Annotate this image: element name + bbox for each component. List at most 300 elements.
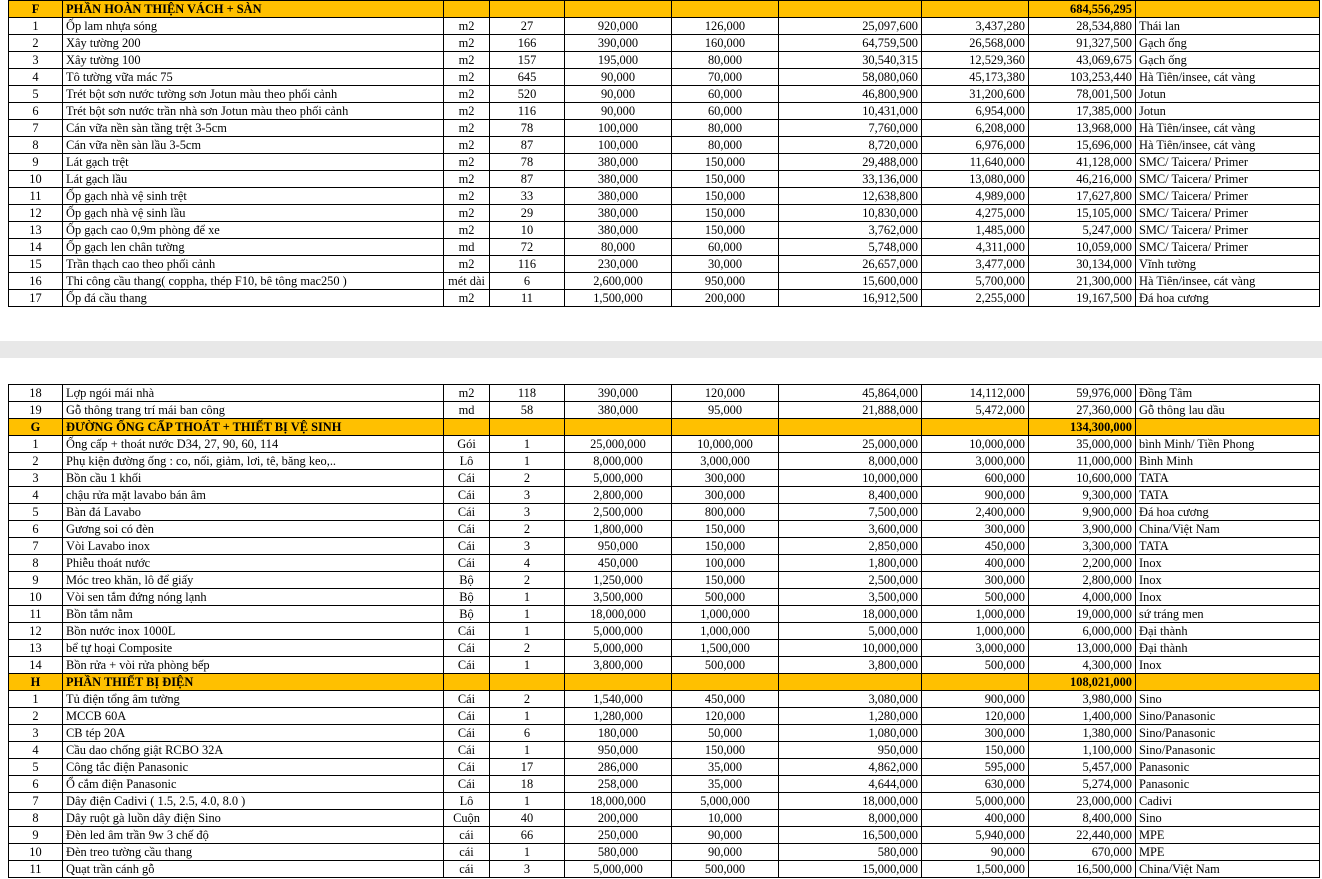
item-brand: Jotun	[1136, 103, 1320, 120]
item-unit: m2	[444, 256, 490, 273]
item-qty: 1	[490, 657, 565, 674]
item-brand: Inox	[1136, 572, 1320, 589]
unit-price-labor: 10,000	[672, 810, 779, 827]
item-unit: cái	[444, 861, 490, 878]
table-row[interactable]	[9, 504, 1320, 521]
total-material: 30,540,315	[779, 52, 922, 69]
item-no: 8	[9, 137, 63, 154]
unit-price-labor: 90,000	[672, 827, 779, 844]
total-amount: 43,069,675	[1029, 52, 1136, 69]
unit-price-labor: 300,000	[672, 470, 779, 487]
total-material: 2,500,000	[779, 572, 922, 589]
item-brand: Sino	[1136, 810, 1320, 827]
total-labor: 45,173,380	[922, 69, 1029, 86]
total-material: 3,500,000	[779, 589, 922, 606]
item-unit: m2	[444, 103, 490, 120]
item-name: Lợp ngói mái nhà	[63, 385, 444, 402]
total-labor: 31,200,600	[922, 86, 1029, 103]
table-row[interactable]	[9, 154, 1320, 171]
item-qty: 3	[490, 487, 565, 504]
total-amount: 59,976,000	[1029, 385, 1136, 402]
total-labor: 6,976,000	[922, 137, 1029, 154]
item-qty: 2	[490, 521, 565, 538]
item-brand: Gạch ống	[1136, 35, 1320, 52]
item-name: Đèn led âm trần 9w 3 chế độ	[63, 827, 444, 844]
item-no: 10	[9, 171, 63, 188]
total-material: 18,000,000	[779, 606, 922, 623]
item-brand: SMC/ Taicera/ Primer	[1136, 188, 1320, 205]
item-qty: 2	[490, 640, 565, 657]
item-no: 1	[9, 691, 63, 708]
total-material: 7,760,000	[779, 120, 922, 137]
total-labor: 630,000	[922, 776, 1029, 793]
total-material: 3,600,000	[779, 521, 922, 538]
table-row[interactable]	[9, 137, 1320, 154]
unit-price-labor: 120,000	[672, 708, 779, 725]
total-labor: 595,000	[922, 759, 1029, 776]
item-unit: Cái	[444, 623, 490, 640]
item-qty: 87	[490, 137, 565, 154]
item-qty: 1	[490, 742, 565, 759]
unit-price-material: 250,000	[565, 827, 672, 844]
item-name: Ống cấp + thoát nước D34, 27, 90, 60, 114	[63, 436, 444, 453]
total-labor: 3,000,000	[922, 640, 1029, 657]
total-amount: 16,500,000	[1029, 861, 1136, 878]
item-brand: sứ tráng men	[1136, 606, 1320, 623]
table-row[interactable]	[9, 120, 1320, 137]
total-material: 8,000,000	[779, 453, 922, 470]
item-qty: 40	[490, 810, 565, 827]
item-no: 11	[9, 188, 63, 205]
total-material: 5,000,000	[779, 623, 922, 640]
unit-price-material: 18,000,000	[565, 793, 672, 810]
table-row[interactable]	[9, 810, 1320, 827]
total-labor: 6,954,000	[922, 103, 1029, 120]
unit-price-material: 1,280,000	[565, 708, 672, 725]
item-unit: Cái	[444, 776, 490, 793]
table-row[interactable]	[9, 538, 1320, 555]
total-material: 45,864,000	[779, 385, 922, 402]
table-row[interactable]	[9, 290, 1320, 307]
item-unit: m2	[444, 86, 490, 103]
item-unit: m2	[444, 154, 490, 171]
item-name: Ốp đá cầu thang	[63, 290, 444, 307]
total-amount: 30,134,000	[1029, 256, 1136, 273]
item-unit: cái	[444, 844, 490, 861]
item-unit: Cuộn	[444, 810, 490, 827]
total-amount: 17,385,000	[1029, 103, 1136, 120]
total-amount: 10,600,000	[1029, 470, 1136, 487]
table-row[interactable]	[9, 18, 1320, 35]
unit-price-labor: 150,000	[672, 742, 779, 759]
item-name: Vòi sen tắm đứng nóng lạnh	[63, 589, 444, 606]
total-amount: 5,457,000	[1029, 759, 1136, 776]
unit-price-labor: 800,000	[672, 504, 779, 521]
item-no: 14	[9, 239, 63, 256]
item-unit: Bộ	[444, 572, 490, 589]
total-amount: 22,440,000	[1029, 827, 1136, 844]
item-name: Bồn nước inox 1000L	[63, 623, 444, 640]
item-name: Bàn đá Lavabo	[63, 504, 444, 521]
total-amount: 3,300,000	[1029, 538, 1136, 555]
unit-price-labor: 1,000,000	[672, 623, 779, 640]
table-row[interactable]	[9, 640, 1320, 657]
section-row-h[interactable]	[9, 674, 1320, 691]
total-amount: 2,800,000	[1029, 572, 1136, 589]
item-qty: 1	[490, 436, 565, 453]
item-unit: m2	[444, 35, 490, 52]
table-row[interactable]	[9, 222, 1320, 239]
item-unit: m2	[444, 18, 490, 35]
total-labor: 2,255,000	[922, 290, 1029, 307]
quote-table-bottom	[8, 384, 1320, 878]
unit-price-labor: 80,000	[672, 137, 779, 154]
total-labor: 5,000,000	[922, 793, 1029, 810]
total-labor: 5,940,000	[922, 827, 1029, 844]
section-row-f[interactable]	[9, 1, 1320, 18]
unit-price-labor: 95,000	[672, 402, 779, 419]
total-amount: 9,900,000	[1029, 504, 1136, 521]
item-unit: m2	[444, 120, 490, 137]
total-labor: 400,000	[922, 810, 1029, 827]
item-brand: Đại thành	[1136, 640, 1320, 657]
total-material: 1,800,000	[779, 555, 922, 572]
total-amount: 1,100,000	[1029, 742, 1136, 759]
total-labor: 5,472,000	[922, 402, 1029, 419]
item-unit: m2	[444, 69, 490, 86]
item-no: 7	[9, 793, 63, 810]
item-qty: 2	[490, 691, 565, 708]
item-qty: 3	[490, 504, 565, 521]
table-row[interactable]	[9, 708, 1320, 725]
item-name: Ốp lam nhựa sóng	[63, 18, 444, 35]
total-labor: 300,000	[922, 572, 1029, 589]
item-no: 4	[9, 69, 63, 86]
table-row[interactable]	[9, 52, 1320, 69]
unit-price-material: 580,000	[565, 844, 672, 861]
unit-price-labor: 35,000	[672, 776, 779, 793]
total-amount: 19,167,500	[1029, 290, 1136, 307]
section-row-g[interactable]	[9, 419, 1320, 436]
table-row[interactable]	[9, 725, 1320, 742]
item-qty: 18	[490, 776, 565, 793]
total-material: 10,000,000	[779, 470, 922, 487]
item-no: 1	[9, 436, 63, 453]
item-no: 19	[9, 402, 63, 419]
item-name: Gỗ thông trang trí mái ban công	[63, 402, 444, 419]
item-name: Xây tường 100	[63, 52, 444, 69]
item-brand: Panasonic	[1136, 759, 1320, 776]
item-brand: SMC/ Taicera/ Primer	[1136, 154, 1320, 171]
quote-table-top	[8, 0, 1320, 307]
item-name: Bồn rửa + vòi rửa phòng bếp	[63, 657, 444, 674]
item-name: MCCB 60A	[63, 708, 444, 725]
table-row[interactable]	[9, 555, 1320, 572]
item-qty: 29	[490, 205, 565, 222]
table-row[interactable]	[9, 487, 1320, 504]
table-row[interactable]	[9, 470, 1320, 487]
quote-table-bottom-body	[9, 385, 1320, 878]
total-material: 15,000,000	[779, 861, 922, 878]
item-qty: 520	[490, 86, 565, 103]
total-labor: 12,529,360	[922, 52, 1029, 69]
table-row[interactable]	[9, 844, 1320, 861]
total-amount: 3,980,000	[1029, 691, 1136, 708]
total-labor: 1,500,000	[922, 861, 1029, 878]
item-brand: SMC/ Taicera/ Primer	[1136, 222, 1320, 239]
unit-price-labor: 30,000	[672, 256, 779, 273]
table-row[interactable]	[9, 521, 1320, 538]
unit-price-material: 380,000	[565, 205, 672, 222]
item-brand: Hà Tiên/insee, cát vàng	[1136, 69, 1320, 86]
item-name: Tủ điện tổng âm tường	[63, 691, 444, 708]
item-brand: Đại thành	[1136, 623, 1320, 640]
total-labor: 13,080,000	[922, 171, 1029, 188]
table-row[interactable]	[9, 572, 1320, 589]
total-amount: 46,216,000	[1029, 171, 1136, 188]
item-name: Cầu dao chống giật RCBO 32A	[63, 742, 444, 759]
total-material: 26,657,000	[779, 256, 922, 273]
unit-price-labor: 150,000	[672, 538, 779, 555]
item-brand: Sino/Panasonic	[1136, 725, 1320, 742]
item-no: 2	[9, 35, 63, 52]
table-row[interactable]	[9, 742, 1320, 759]
unit-price-material: 2,800,000	[565, 487, 672, 504]
total-material: 580,000	[779, 844, 922, 861]
unit-price-material: 195,000	[565, 52, 672, 69]
total-material: 3,080,000	[779, 691, 922, 708]
item-unit: Cái	[444, 640, 490, 657]
unit-price-labor: 3,000,000	[672, 453, 779, 470]
table-row[interactable]	[9, 103, 1320, 120]
table-row[interactable]	[9, 436, 1320, 453]
unit-price-material: 5,000,000	[565, 640, 672, 657]
total-material: 16,912,500	[779, 290, 922, 307]
item-name: Xây tường 200	[63, 35, 444, 52]
item-unit: m2	[444, 205, 490, 222]
item-qty: 1	[490, 623, 565, 640]
unit-price-material: 450,000	[565, 555, 672, 572]
unit-price-labor: 150,000	[672, 188, 779, 205]
item-brand: Inox	[1136, 555, 1320, 572]
item-unit: Cái	[444, 691, 490, 708]
item-no: 5	[9, 86, 63, 103]
item-qty: 157	[490, 52, 565, 69]
unit-price-labor: 1,000,000	[672, 606, 779, 623]
item-name: Đèn treo tường cầu thang	[63, 844, 444, 861]
unit-price-labor: 150,000	[672, 154, 779, 171]
item-name: Cán vữa nền sàn tầng trệt 3-5cm	[63, 120, 444, 137]
item-brand: Jotun	[1136, 86, 1320, 103]
total-amount: 41,128,000	[1029, 154, 1136, 171]
table-row[interactable]	[9, 606, 1320, 623]
item-brand: Hà Tiên/insee, cát vàng	[1136, 273, 1320, 290]
item-qty: 6	[490, 273, 565, 290]
unit-price-labor: 500,000	[672, 861, 779, 878]
item-brand: Sino	[1136, 691, 1320, 708]
unit-price-material: 25,000,000	[565, 436, 672, 453]
unit-price-material: 200,000	[565, 810, 672, 827]
item-unit: m2	[444, 222, 490, 239]
item-name: Dây ruột gà luồn dây điện Sino	[63, 810, 444, 827]
item-qty: 1	[490, 606, 565, 623]
table-row[interactable]	[9, 69, 1320, 86]
item-qty: 1	[490, 708, 565, 725]
item-brand: Hà Tiên/insee, cát vàng	[1136, 120, 1320, 137]
table-row[interactable]	[9, 793, 1320, 810]
total-material: 46,800,900	[779, 86, 922, 103]
unit-price-labor: 80,000	[672, 52, 779, 69]
item-no: 1	[9, 18, 63, 35]
total-material: 3,800,000	[779, 657, 922, 674]
unit-price-material: 380,000	[565, 188, 672, 205]
quote-table-top-body	[9, 1, 1320, 307]
item-brand: MPE	[1136, 827, 1320, 844]
total-labor: 4,275,000	[922, 205, 1029, 222]
table-row[interactable]	[9, 86, 1320, 103]
table-row[interactable]	[9, 256, 1320, 273]
total-amount: 2,200,000	[1029, 555, 1136, 572]
item-qty: 1	[490, 844, 565, 861]
item-name: Cán vữa nền sàn lầu 3-5cm	[63, 137, 444, 154]
item-no: 17	[9, 290, 63, 307]
table-row[interactable]	[9, 188, 1320, 205]
table-row[interactable]	[9, 385, 1320, 402]
table-row[interactable]	[9, 35, 1320, 52]
table-row[interactable]	[9, 273, 1320, 290]
total-labor: 11,640,000	[922, 154, 1029, 171]
total-amount: 78,001,500	[1029, 86, 1136, 103]
unit-price-labor: 150,000	[672, 572, 779, 589]
item-qty: 3	[490, 538, 565, 555]
unit-price-material: 380,000	[565, 402, 672, 419]
unit-price-labor: 500,000	[672, 657, 779, 674]
item-no: 5	[9, 759, 63, 776]
total-amount: 23,000,000	[1029, 793, 1136, 810]
item-qty: 116	[490, 103, 565, 120]
table-row[interactable]	[9, 861, 1320, 878]
item-unit: Lô	[444, 793, 490, 810]
total-labor: 600,000	[922, 470, 1029, 487]
total-labor: 4,989,000	[922, 188, 1029, 205]
section-code: G	[9, 419, 63, 436]
item-no: 8	[9, 555, 63, 572]
table-row[interactable]	[9, 171, 1320, 188]
table-row[interactable]	[9, 239, 1320, 256]
unit-price-material: 3,500,000	[565, 589, 672, 606]
item-name: CB tép 20A	[63, 725, 444, 742]
total-material: 10,000,000	[779, 640, 922, 657]
unit-price-labor: 50,000	[672, 725, 779, 742]
item-name: Công tắc điện Panasonic	[63, 759, 444, 776]
item-no: 18	[9, 385, 63, 402]
total-amount: 35,000,000	[1029, 436, 1136, 453]
item-no: 3	[9, 470, 63, 487]
item-name: Bồn tắm nằm	[63, 606, 444, 623]
unit-price-material: 2,600,000	[565, 273, 672, 290]
total-amount: 103,253,440	[1029, 69, 1136, 86]
item-unit: Cái	[444, 504, 490, 521]
table-row[interactable]	[9, 657, 1320, 674]
item-qty: 2	[490, 572, 565, 589]
table-row[interactable]	[9, 691, 1320, 708]
total-labor: 90,000	[922, 844, 1029, 861]
item-name: Trét bột sơn nước trần nhà sơn Jotun màu theo phối cảnh	[63, 103, 444, 120]
table-row[interactable]	[9, 623, 1320, 640]
item-no: 16	[9, 273, 63, 290]
total-labor: 500,000	[922, 589, 1029, 606]
item-name: Tô tường vữa mác 75	[63, 69, 444, 86]
item-unit: m2	[444, 171, 490, 188]
item-qty: 33	[490, 188, 565, 205]
item-qty: 1	[490, 453, 565, 470]
unit-price-labor: 5,000,000	[672, 793, 779, 810]
item-brand: China/Việt Nam	[1136, 861, 1320, 878]
item-no: 9	[9, 827, 63, 844]
item-no: 6	[9, 103, 63, 120]
table-row[interactable]	[9, 205, 1320, 222]
item-qty: 27	[490, 18, 565, 35]
table-row[interactable]	[9, 827, 1320, 844]
total-material: 64,759,500	[779, 35, 922, 52]
item-qty: 78	[490, 154, 565, 171]
total-labor: 1,000,000	[922, 623, 1029, 640]
item-brand: SMC/ Taicera/ Primer	[1136, 171, 1320, 188]
table-row[interactable]	[9, 776, 1320, 793]
item-name: chậu rửa mặt lavabo bán âm	[63, 487, 444, 504]
table-row[interactable]	[9, 453, 1320, 470]
item-no: 7	[9, 120, 63, 137]
total-material: 18,000,000	[779, 793, 922, 810]
unit-price-labor: 1,500,000	[672, 640, 779, 657]
total-material: 8,400,000	[779, 487, 922, 504]
item-qty: 166	[490, 35, 565, 52]
section-total: 684,556,295	[1029, 1, 1136, 18]
table-row[interactable]	[9, 759, 1320, 776]
item-name: Lát gạch lầu	[63, 171, 444, 188]
item-qty: 78	[490, 120, 565, 137]
total-labor: 3,437,280	[922, 18, 1029, 35]
unit-price-labor: 120,000	[672, 385, 779, 402]
unit-price-material: 5,000,000	[565, 623, 672, 640]
table-row[interactable]	[9, 402, 1320, 419]
item-brand: Inox	[1136, 657, 1320, 674]
unit-price-material: 950,000	[565, 742, 672, 759]
unit-price-material: 90,000	[565, 86, 672, 103]
item-name: Trần thạch cao theo phối cảnh	[63, 256, 444, 273]
unit-price-labor: 300,000	[672, 487, 779, 504]
section-code: H	[9, 674, 63, 691]
total-labor: 10,000,000	[922, 436, 1029, 453]
item-unit: mét dài	[444, 273, 490, 290]
unit-price-material: 258,000	[565, 776, 672, 793]
total-material: 7,500,000	[779, 504, 922, 521]
total-material: 16,500,000	[779, 827, 922, 844]
unit-price-material: 950,000	[565, 538, 672, 555]
unit-price-labor: 126,000	[672, 18, 779, 35]
item-name: Ổ cắm điện Panasonic	[63, 776, 444, 793]
total-material: 950,000	[779, 742, 922, 759]
unit-price-material: 380,000	[565, 154, 672, 171]
item-unit: cái	[444, 827, 490, 844]
total-labor: 900,000	[922, 487, 1029, 504]
total-material: 1,280,000	[779, 708, 922, 725]
table-row[interactable]	[9, 589, 1320, 606]
item-brand: Cadivi	[1136, 793, 1320, 810]
item-no: 4	[9, 487, 63, 504]
item-brand: China/Việt Nam	[1136, 521, 1320, 538]
unit-price-labor: 450,000	[672, 691, 779, 708]
